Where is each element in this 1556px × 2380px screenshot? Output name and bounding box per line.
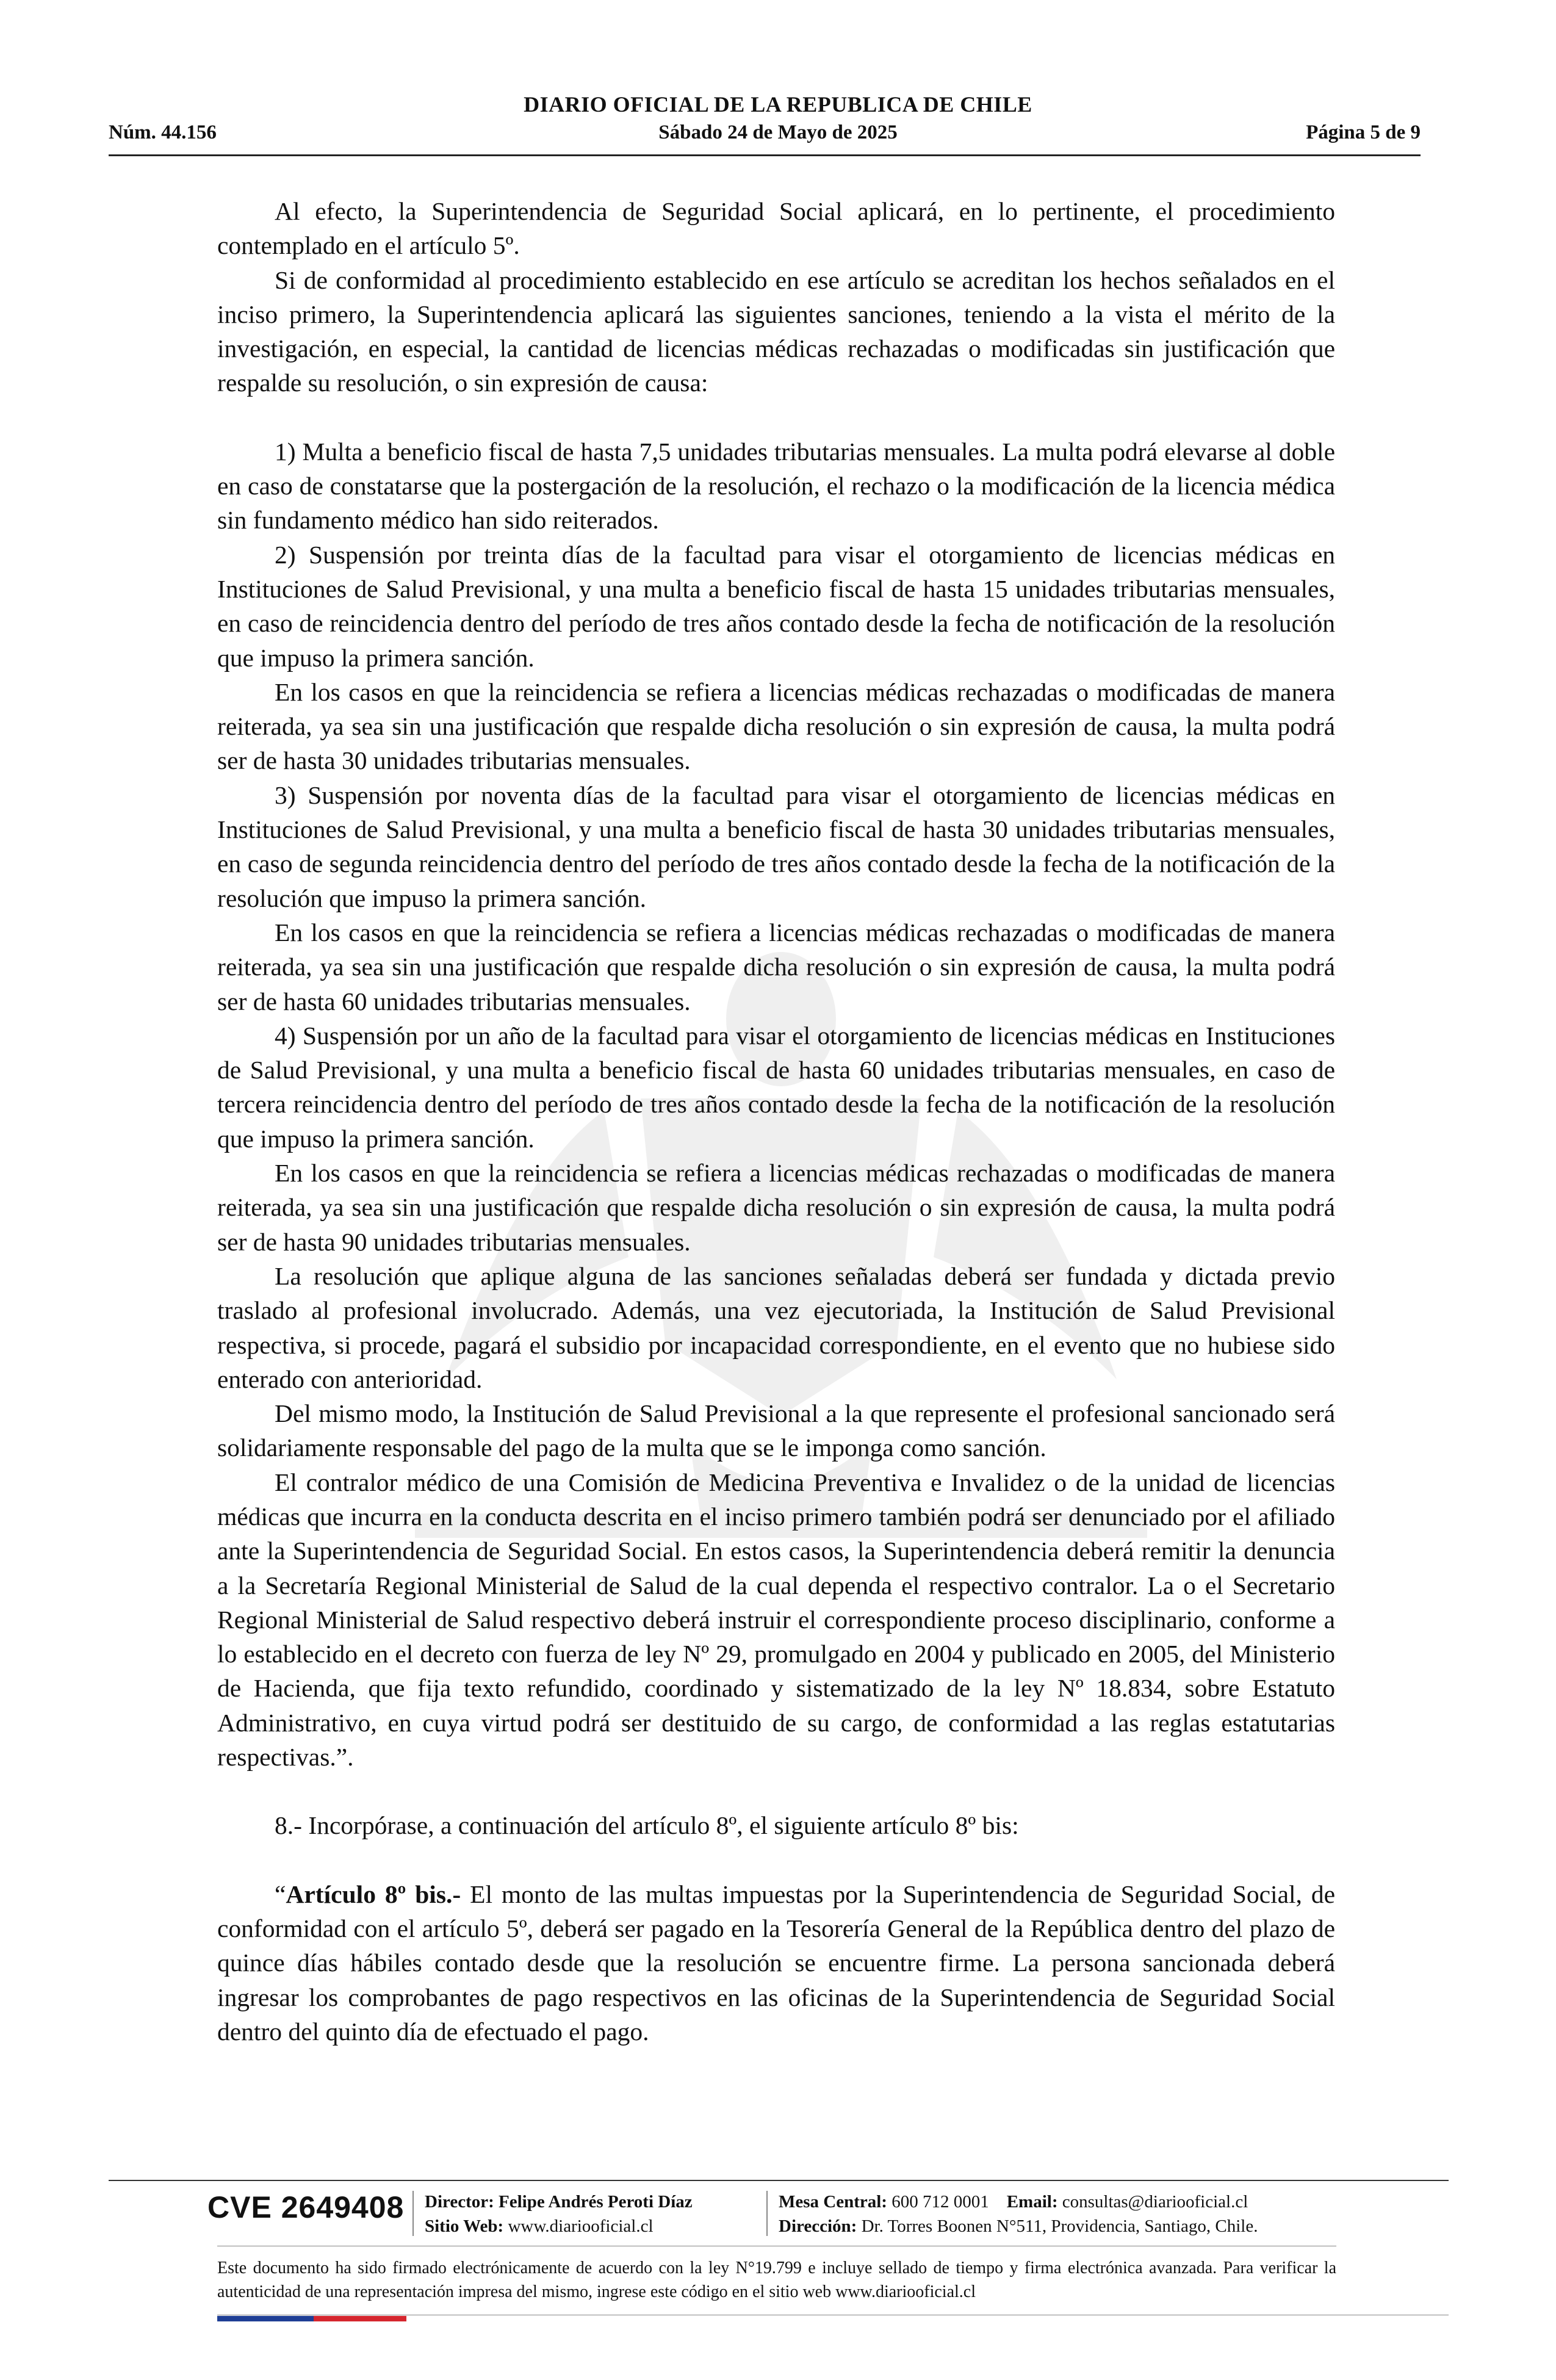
website-label: Sitio Web: bbox=[425, 2216, 504, 2236]
paragraph: 4) Suspensión por un año de la facultad para visar el otorgamiento de licencias médicas en Instituciones de Salud Previsional, y una multa a beneficio fiscal de hasta 60 unidades tributarias mensuales, en caso de tercera reincidencia dentro del período de tres años contado desde la fecha de la notificación de la resolución que impuso la primera sanción. bbox=[217, 1021, 1335, 1153]
email-label: Email: bbox=[1006, 2192, 1058, 2212]
issue-number: Núm. 44.156 bbox=[109, 121, 217, 143]
issue-date: Sábado 24 de Mayo de 2025 bbox=[658, 121, 898, 143]
paragraph: En los casos en que la reincidencia se refiera a licencias médicas rechazadas o modificadas de manera reiterada, ya sea sin una justificación que respalde dicha resolución o sin expresión de causa, la multa podrá ser de hasta 60 unidades tributarias mensuales. bbox=[217, 918, 1335, 1015]
flag-stripe-red bbox=[314, 2316, 406, 2321]
article-text: El monto de las multas impuestas por la Superintendencia de Seguridad Social, de conformidad con el artículo 5º, deberá ser pagado en la Tesorería General de la República dentro del plazo de quince días hábiles contado desde que la resolución se encuentre firme. La persona sancionada deberá ingresar los comprobantes de pago respectivos en las oficinas de la Superintendencia de Seguridad Social dentro del quinto día de efectuado el pago. bbox=[217, 1880, 1335, 2046]
paragraph: 3) Suspensión por noventa días de la facultad para visar el otorgamiento de licencias médicas en Instituciones de Salud Previsional, y una multa a beneficio fiscal de hasta 30 unidades tributarias mensuales, en caso de segunda reincidencia dentro del período de tres años contado desde la fecha de la notificación de la resolución que impuso la primera sanción. bbox=[217, 781, 1335, 912]
phone-label: Mesa Central: bbox=[779, 2192, 887, 2212]
newspaper-title: DIARIO OFICIAL DE LA REPUBLICA DE CHILE bbox=[524, 92, 1032, 117]
footer-separator bbox=[766, 2191, 768, 2236]
article-8-bis-paragraph bbox=[217, 1877, 1335, 2049]
cve-code: CVE 2649408 bbox=[207, 2190, 405, 2224]
address-text: Dr. Torres Boonen N°511, Providencia, Santiago, Chile. bbox=[861, 2216, 1258, 2236]
footer-contact-block bbox=[779, 2190, 1258, 2238]
footer-separator bbox=[412, 2191, 414, 2236]
paragraph: En los casos en que la reincidencia se refiera a licencias médicas rechazadas o modificadas de manera reiterada, ya sea sin una justificación que respalde dicha resolución o sin expresión de causa, la multa podrá ser de hasta 90 unidades tributarias mensuales. bbox=[217, 1159, 1335, 1256]
article-heading: Artículo 8º bis.- bbox=[286, 1880, 461, 1908]
paragraph: Si de conformidad al procedimiento establecido en ese artículo se acreditan los hechos señalados en el inciso primero, la Superintendencia aplicará las siguientes sanciones, teniendo a la vista el mérito de la investigación, en especial, la cantidad de licencias médicas rechazadas o modificadas sin justificación que respalde su resolución, o sin expresión de causa: bbox=[217, 265, 1335, 397]
email-link[interactable]: consultas@diariooficial.cl bbox=[1062, 2192, 1248, 2212]
document-body bbox=[217, 194, 1335, 2049]
footer-director-block bbox=[425, 2190, 693, 2238]
header-divider bbox=[109, 154, 1421, 156]
phone-number: 600 712 0001 bbox=[891, 2192, 989, 2212]
director-name: Felipe Andrés Peroti Díaz bbox=[499, 2192, 693, 2212]
paragraph: La resolución que aplique alguna de las sanciones señaladas deberá ser fundada y dictada previo traslado al profesional involucrado. Además, una vez ejecutoriada, la Institución de Salud Previsional respectiva, si procede, pagará el subsidio por incapacidad correspondiente, en el evento que no hubiese sido enterado con anterioridad. bbox=[217, 1261, 1335, 1393]
paragraph: Al efecto, la Superintendencia de Seguridad Social aplicará, en lo pertinente, el procedimiento contemplado en el artículo 5º. bbox=[217, 197, 1335, 260]
page-number: Página 5 de 9 bbox=[1306, 121, 1421, 143]
open-quote: “ bbox=[275, 1880, 286, 1908]
address-label: Dirección: bbox=[779, 2216, 857, 2236]
paragraph: 8.- Incorpórase, a continuación del artículo 8º, el siguiente artículo 8º bis: bbox=[275, 1811, 1019, 1840]
paragraph: El contralor médico de una Comisión de Medicina Preventiva e Invalidez o de la unidad de licencias médicas que incurra en la conducta descrita en el inciso primero también podrá ser denunciado por el afiliado ante la Superintendencia de Seguridad Social. En estos casos, la Superintendencia deberá remitir la denuncia a la Secretaría Regional Ministerial de Salud de la cual dependa el respectivo contralor. La o el Secretario Regional Ministerial de Salud respectivo deberá instruir el correspondiente proceso disciplinario, conforme a lo establecido en el decreto con fuerza de ley Nº 29, promulgado en 2004 y publicado en 2005, del Ministerio de Hacienda, que fija texto refundido, coordinado y sistematizado de la ley Nº 18.834, sobre Estatuto Administrativo, en cuya virtud podrá ser destituido de su cargo, de conformidad a las reglas estatutarias respectivas.”. bbox=[217, 1468, 1335, 1772]
website-link[interactable]: www.diariooficial.cl bbox=[508, 2216, 654, 2236]
paragraph: 1) Multa a beneficio fiscal de hasta 7,5 unidades tributarias mensuales. La multa podrá elevarse al doble en caso de constatarse que la postergación de la resolución, el rechazo o la modificación de la licencia médica sin fundamento médico han sido reiterados. bbox=[217, 437, 1335, 535]
paragraph: 2) Suspensión por treinta días de la facultad para visar el otorgamiento de licencias médicas en Instituciones de Salud Previsional, y una multa a beneficio fiscal de hasta 15 unidades tributarias mensuales, en caso de reincidencia dentro del período de tres años contado desde la fecha de notificación de la resolución que impuso la primera sanción. bbox=[217, 540, 1335, 672]
paragraph: En los casos en que la reincidencia se refiera a licencias médicas rechazadas o modificadas de manera reiterada, ya sea sin una justificación que respalde dicha resolución o sin expresión de causa, la multa podrá ser de hasta 30 unidades tributarias mensuales. bbox=[217, 677, 1335, 775]
signature-notice: Este documento ha sido firmado electrónicamente de acuerdo con la ley N°19.799 e incluye sellado de tiempo y firma electrónica avanzada. Para verificar la autenticidad de una representación impresa del mismo, ingrese este código en el sitio web www.diariooficial.cl bbox=[217, 2259, 1336, 2301]
paragraph: Del mismo modo, la Institución de Salud Previsional a la que represente el profesional sancionado será solidariamente responsable del pago de la multa que se le imponga como sanción. bbox=[217, 1399, 1335, 1462]
flag-stripe-blue bbox=[217, 2316, 314, 2321]
director-label: Director: bbox=[425, 2192, 494, 2212]
footer-divider bbox=[109, 2180, 1449, 2181]
